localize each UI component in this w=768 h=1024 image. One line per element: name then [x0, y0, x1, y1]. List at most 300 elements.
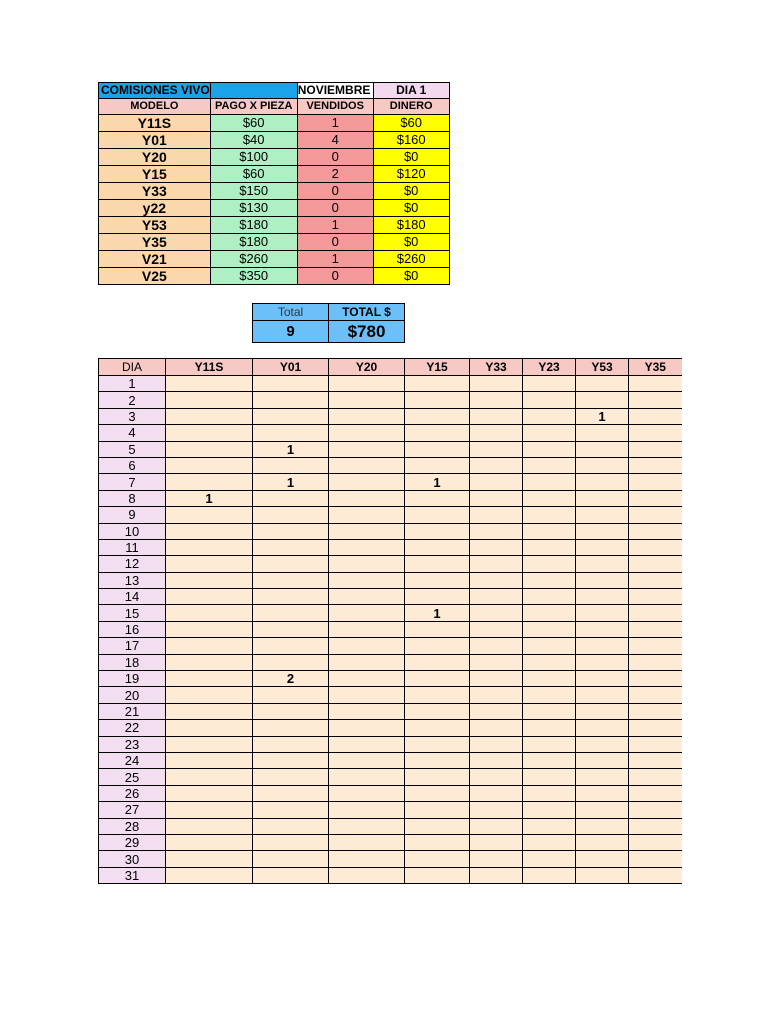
grid-cell[interactable] [523, 425, 576, 441]
grid-cell[interactable] [470, 507, 523, 523]
grid-cell[interactable] [470, 851, 523, 867]
grid-cell[interactable] [629, 392, 682, 408]
grid-cell[interactable] [329, 376, 405, 392]
money-cell[interactable]: $120 [373, 166, 449, 183]
grid-cell[interactable] [405, 703, 470, 719]
money-cell[interactable]: $0 [373, 200, 449, 217]
grid-cell[interactable] [253, 867, 329, 883]
day-cell[interactable]: 19 [99, 671, 166, 687]
grid-cell[interactable] [470, 392, 523, 408]
grid-cell[interactable] [405, 851, 470, 867]
sold-cell[interactable]: 1 [297, 115, 373, 132]
day-cell[interactable]: 11 [99, 539, 166, 555]
grid-cell[interactable] [253, 769, 329, 785]
grid-cell[interactable] [523, 490, 576, 506]
grid-cell[interactable] [329, 572, 405, 588]
grid-cell[interactable] [166, 671, 253, 687]
grid-cell[interactable] [166, 556, 253, 572]
grid-cell[interactable] [405, 867, 470, 883]
grid-cell[interactable] [470, 703, 523, 719]
grid-cell[interactable] [629, 785, 682, 801]
day-cell[interactable]: 8 [99, 490, 166, 506]
grid-cell[interactable] [576, 687, 629, 703]
grid-cell[interactable] [629, 654, 682, 670]
pay-cell[interactable]: $60 [210, 166, 297, 183]
pay-cell[interactable]: $260 [210, 251, 297, 268]
day-cell[interactable]: 29 [99, 834, 166, 850]
grid-cell[interactable] [166, 425, 253, 441]
grid-cell[interactable] [576, 851, 629, 867]
grid-cell[interactable] [405, 752, 470, 768]
grid-cell[interactable] [329, 867, 405, 883]
grid-cell[interactable] [166, 851, 253, 867]
day-cell[interactable]: 25 [99, 769, 166, 785]
grid-cell[interactable] [405, 507, 470, 523]
grid-cell[interactable] [629, 490, 682, 506]
grid-cell[interactable] [576, 736, 629, 752]
grid-cell[interactable] [523, 392, 576, 408]
pay-cell[interactable]: $100 [210, 149, 297, 166]
sold-cell[interactable]: 1 [297, 251, 373, 268]
grid-cell[interactable] [629, 572, 682, 588]
day-cell[interactable]: 26 [99, 785, 166, 801]
day-cell[interactable]: 27 [99, 802, 166, 818]
commission-title[interactable]: COMISIONES VIVO [99, 83, 211, 99]
grid-cell[interactable] [470, 572, 523, 588]
grid-cell[interactable] [166, 441, 253, 457]
grid-cell[interactable] [253, 572, 329, 588]
day-cell[interactable]: 1 [99, 376, 166, 392]
grid-cell[interactable] [253, 703, 329, 719]
grid-cell[interactable] [576, 572, 629, 588]
grid-cell[interactable] [329, 589, 405, 605]
grid-cell[interactable] [576, 589, 629, 605]
day-label-cell[interactable]: DIA 1 [373, 83, 449, 99]
model-cell[interactable]: Y01 [99, 132, 211, 149]
grid-cell[interactable] [470, 474, 523, 490]
grid-cell[interactable]: 1 [166, 490, 253, 506]
day-cell[interactable]: 7 [99, 474, 166, 490]
money-cell[interactable]: $0 [373, 268, 449, 285]
grid-header-cell[interactable]: Y15 [405, 359, 470, 376]
grid-cell[interactable] [329, 507, 405, 523]
grid-cell[interactable] [253, 490, 329, 506]
grid-cell[interactable] [576, 802, 629, 818]
money-cell[interactable]: $160 [373, 132, 449, 149]
grid-cell[interactable] [523, 687, 576, 703]
grid-cell[interactable] [470, 589, 523, 605]
grid-cell[interactable] [629, 736, 682, 752]
model-cell[interactable]: y22 [99, 200, 211, 217]
grid-cell[interactable] [253, 802, 329, 818]
day-cell[interactable]: 28 [99, 818, 166, 834]
money-cell[interactable]: $60 [373, 115, 449, 132]
grid-cell[interactable] [166, 572, 253, 588]
grid-cell[interactable]: 1 [405, 474, 470, 490]
grid-cell[interactable] [523, 769, 576, 785]
day-cell[interactable]: 4 [99, 425, 166, 441]
grid-cell[interactable] [329, 474, 405, 490]
grid-cell[interactable] [576, 425, 629, 441]
grid-cell[interactable] [629, 703, 682, 719]
day-cell[interactable]: 15 [99, 605, 166, 621]
grid-cell[interactable] [629, 802, 682, 818]
grid-cell[interactable] [470, 720, 523, 736]
grid-cell[interactable] [329, 752, 405, 768]
grid-cell[interactable] [629, 687, 682, 703]
grid-cell[interactable] [470, 523, 523, 539]
money-cell[interactable]: $0 [373, 149, 449, 166]
grid-cell[interactable] [166, 539, 253, 555]
grid-cell[interactable] [629, 556, 682, 572]
day-cell[interactable]: 14 [99, 589, 166, 605]
grid-cell[interactable] [253, 818, 329, 834]
grid-cell[interactable] [329, 687, 405, 703]
grid-cell[interactable] [405, 687, 470, 703]
grid-cell[interactable] [253, 736, 329, 752]
grid-cell[interactable] [166, 703, 253, 719]
grid-cell[interactable] [253, 654, 329, 670]
grid-cell[interactable] [629, 523, 682, 539]
grid-cell[interactable] [470, 441, 523, 457]
grid-cell[interactable] [253, 834, 329, 850]
sold-cell[interactable]: 1 [297, 217, 373, 234]
grid-cell[interactable] [329, 539, 405, 555]
sold-cell[interactable]: 0 [297, 200, 373, 217]
grid-cell[interactable] [329, 490, 405, 506]
grid-cell[interactable] [329, 441, 405, 457]
grid-cell[interactable] [329, 671, 405, 687]
model-cell[interactable]: V21 [99, 251, 211, 268]
model-cell[interactable]: Y35 [99, 234, 211, 251]
grid-cell[interactable] [523, 556, 576, 572]
grid-cell[interactable] [405, 376, 470, 392]
day-cell[interactable]: 30 [99, 851, 166, 867]
grid-cell[interactable] [166, 687, 253, 703]
grid-cell[interactable] [523, 539, 576, 555]
grid-cell[interactable] [629, 834, 682, 850]
grid-cell[interactable] [523, 867, 576, 883]
sold-cell[interactable]: 0 [297, 149, 373, 166]
grid-cell[interactable] [329, 785, 405, 801]
grid-cell[interactable] [470, 785, 523, 801]
pay-cell[interactable]: $150 [210, 183, 297, 200]
grid-cell[interactable] [329, 425, 405, 441]
grid-cell[interactable] [576, 376, 629, 392]
grid-cell[interactable] [629, 720, 682, 736]
grid-cell[interactable] [329, 818, 405, 834]
grid-cell[interactable] [523, 802, 576, 818]
grid-cell[interactable] [329, 851, 405, 867]
grid-cell[interactable] [470, 490, 523, 506]
header-dinero[interactable]: DINERO [373, 99, 449, 115]
grid-cell[interactable] [253, 851, 329, 867]
grid-cell[interactable] [253, 687, 329, 703]
grid-cell[interactable] [253, 621, 329, 637]
grid-cell[interactable] [329, 523, 405, 539]
grid-cell[interactable] [576, 539, 629, 555]
grid-cell[interactable] [166, 769, 253, 785]
grid-cell[interactable] [523, 605, 576, 621]
grid-cell[interactable] [523, 752, 576, 768]
grid-cell[interactable] [166, 589, 253, 605]
grid-cell[interactable] [253, 605, 329, 621]
grid-cell[interactable] [166, 621, 253, 637]
grid-cell[interactable] [629, 605, 682, 621]
grid-cell[interactable] [253, 752, 329, 768]
grid-cell[interactable] [166, 818, 253, 834]
grid-cell[interactable] [523, 474, 576, 490]
grid-cell[interactable] [253, 720, 329, 736]
money-cell[interactable]: $0 [373, 234, 449, 251]
grid-cell[interactable] [166, 654, 253, 670]
day-cell[interactable]: 17 [99, 638, 166, 654]
grid-cell[interactable] [576, 654, 629, 670]
grid-cell[interactable] [470, 408, 523, 424]
grid-cell[interactable] [629, 867, 682, 883]
grid-cell[interactable] [405, 785, 470, 801]
grid-cell[interactable] [629, 457, 682, 473]
grid-cell[interactable] [166, 605, 253, 621]
grid-cell[interactable] [405, 589, 470, 605]
grid-header-cell[interactable]: Y11S [166, 359, 253, 376]
grid-cell[interactable] [576, 441, 629, 457]
grid-cell[interactable] [329, 457, 405, 473]
model-cell[interactable]: Y20 [99, 149, 211, 166]
pay-cell[interactable]: $130 [210, 200, 297, 217]
grid-cell[interactable] [470, 687, 523, 703]
pay-cell[interactable]: $180 [210, 234, 297, 251]
grid-cell[interactable] [470, 769, 523, 785]
grid-cell[interactable] [470, 605, 523, 621]
grid-cell[interactable] [470, 736, 523, 752]
day-cell[interactable]: 21 [99, 703, 166, 719]
day-cell[interactable]: 10 [99, 523, 166, 539]
grid-cell[interactable] [329, 769, 405, 785]
grid-cell[interactable] [253, 425, 329, 441]
grid-cell[interactable] [470, 539, 523, 555]
grid-cell[interactable] [329, 802, 405, 818]
header-pago-x-pieza[interactable]: PAGO X PIEZA [210, 99, 297, 115]
grid-cell[interactable] [405, 621, 470, 637]
grid-cell[interactable] [329, 834, 405, 850]
grid-cell[interactable] [405, 818, 470, 834]
grid-cell[interactable] [405, 802, 470, 818]
grid-cell[interactable] [166, 752, 253, 768]
model-cell[interactable]: V25 [99, 268, 211, 285]
grid-cell[interactable] [253, 589, 329, 605]
grid-cell[interactable] [166, 720, 253, 736]
grid-cell[interactable] [576, 457, 629, 473]
grid-header-cell[interactable]: DIA [99, 359, 166, 376]
pay-cell[interactable]: $40 [210, 132, 297, 149]
grid-cell[interactable] [329, 392, 405, 408]
grid-cell[interactable]: 1 [253, 441, 329, 457]
grid-cell[interactable] [470, 376, 523, 392]
grid-cell[interactable] [576, 392, 629, 408]
grid-cell[interactable] [166, 638, 253, 654]
grid-header-cell[interactable]: Y53 [576, 359, 629, 376]
pay-cell[interactable]: $180 [210, 217, 297, 234]
grid-header-cell[interactable]: Y33 [470, 359, 523, 376]
grid-cell[interactable] [329, 556, 405, 572]
grid-cell[interactable] [166, 523, 253, 539]
grid-cell[interactable]: 1 [576, 408, 629, 424]
sold-cell[interactable]: 4 [297, 132, 373, 149]
grid-cell[interactable] [470, 867, 523, 883]
grid-cell[interactable] [166, 507, 253, 523]
grid-cell[interactable] [523, 621, 576, 637]
grid-cell[interactable] [405, 441, 470, 457]
grid-cell[interactable] [329, 408, 405, 424]
grid-cell[interactable] [405, 539, 470, 555]
total-money-label[interactable]: TOTAL $ [329, 304, 405, 321]
grid-cell[interactable] [470, 818, 523, 834]
grid-cell[interactable] [329, 703, 405, 719]
grid-header-cell[interactable]: Y20 [329, 359, 405, 376]
day-cell[interactable]: 9 [99, 507, 166, 523]
grid-cell[interactable] [166, 408, 253, 424]
grid-cell[interactable] [629, 507, 682, 523]
grid-cell[interactable] [576, 621, 629, 637]
grid-cell[interactable] [405, 654, 470, 670]
pay-cell[interactable]: $350 [210, 268, 297, 285]
grid-cell[interactable] [523, 818, 576, 834]
day-cell[interactable]: 23 [99, 736, 166, 752]
grid-cell[interactable] [166, 834, 253, 850]
money-cell[interactable]: $180 [373, 217, 449, 234]
sold-cell[interactable]: 0 [297, 268, 373, 285]
grid-cell[interactable] [576, 605, 629, 621]
grid-cell[interactable] [576, 490, 629, 506]
grid-cell[interactable] [405, 490, 470, 506]
grid-cell[interactable] [329, 638, 405, 654]
grid-cell[interactable] [523, 834, 576, 850]
grid-cell[interactable] [629, 539, 682, 555]
grid-cell[interactable] [629, 474, 682, 490]
grid-cell[interactable] [253, 408, 329, 424]
grid-cell[interactable] [253, 638, 329, 654]
grid-cell[interactable] [576, 752, 629, 768]
day-cell[interactable]: 5 [99, 441, 166, 457]
day-cell[interactable]: 31 [99, 867, 166, 883]
grid-cell[interactable] [576, 474, 629, 490]
grid-cell[interactable] [405, 392, 470, 408]
grid-cell[interactable] [329, 605, 405, 621]
model-cell[interactable]: Y15 [99, 166, 211, 183]
grid-cell[interactable] [329, 654, 405, 670]
grid-cell[interactable] [470, 802, 523, 818]
grid-cell[interactable]: 1 [253, 474, 329, 490]
grid-cell[interactable] [576, 523, 629, 539]
grid-cell[interactable] [629, 441, 682, 457]
grid-cell[interactable] [405, 556, 470, 572]
day-cell[interactable]: 16 [99, 621, 166, 637]
month-cell[interactable]: NOVIEMBRE [297, 83, 373, 99]
grid-cell[interactable] [253, 376, 329, 392]
grid-cell[interactable] [523, 638, 576, 654]
grid-cell[interactable] [329, 621, 405, 637]
grid-cell[interactable] [253, 785, 329, 801]
grid-cell[interactable] [576, 818, 629, 834]
grid-cell[interactable] [470, 834, 523, 850]
grid-cell[interactable] [523, 572, 576, 588]
grid-cell[interactable] [166, 785, 253, 801]
grid-cell[interactable] [166, 867, 253, 883]
grid-cell[interactable] [629, 769, 682, 785]
grid-cell[interactable] [253, 523, 329, 539]
pay-cell[interactable]: $60 [210, 115, 297, 132]
grid-cell[interactable] [470, 425, 523, 441]
grid-cell[interactable]: 1 [405, 605, 470, 621]
grid-cell[interactable] [253, 457, 329, 473]
grid-cell[interactable] [405, 457, 470, 473]
grid-cell[interactable]: 2 [253, 671, 329, 687]
grid-cell[interactable] [329, 736, 405, 752]
grid-cell[interactable] [166, 736, 253, 752]
grid-cell[interactable] [629, 638, 682, 654]
sold-cell[interactable]: 0 [297, 183, 373, 200]
grid-cell[interactable] [576, 507, 629, 523]
grid-cell[interactable] [405, 671, 470, 687]
grid-cell[interactable] [405, 736, 470, 752]
grid-cell[interactable] [166, 392, 253, 408]
grid-cell[interactable] [576, 720, 629, 736]
grid-cell[interactable] [629, 589, 682, 605]
grid-cell[interactable] [629, 621, 682, 637]
grid-cell[interactable] [523, 671, 576, 687]
grid-cell[interactable] [576, 703, 629, 719]
grid-cell[interactable] [470, 556, 523, 572]
grid-cell[interactable] [523, 720, 576, 736]
day-cell[interactable]: 18 [99, 654, 166, 670]
grid-cell[interactable] [166, 474, 253, 490]
grid-cell[interactable] [523, 654, 576, 670]
grid-cell[interactable] [523, 785, 576, 801]
grid-cell[interactable] [470, 752, 523, 768]
grid-cell[interactable] [470, 671, 523, 687]
model-cell[interactable]: Y11S [99, 115, 211, 132]
grid-cell[interactable] [629, 851, 682, 867]
grid-cell[interactable] [576, 638, 629, 654]
grid-cell[interactable] [470, 457, 523, 473]
grid-cell[interactable] [253, 392, 329, 408]
grid-cell[interactable] [576, 834, 629, 850]
day-cell[interactable]: 6 [99, 457, 166, 473]
day-cell[interactable]: 3 [99, 408, 166, 424]
grid-cell[interactable] [470, 654, 523, 670]
day-cell[interactable]: 24 [99, 752, 166, 768]
grid-cell[interactable] [576, 867, 629, 883]
total-label[interactable]: Total [253, 304, 329, 321]
grid-cell[interactable] [576, 785, 629, 801]
grid-header-cell[interactable]: Y35 [629, 359, 682, 376]
model-cell[interactable]: Y53 [99, 217, 211, 234]
grid-cell[interactable] [253, 507, 329, 523]
day-cell[interactable]: 12 [99, 556, 166, 572]
grid-cell[interactable] [523, 408, 576, 424]
grid-cell[interactable] [470, 638, 523, 654]
grid-cell[interactable] [523, 703, 576, 719]
grid-cell[interactable] [576, 556, 629, 572]
grid-cell[interactable] [329, 720, 405, 736]
grid-cell[interactable] [523, 589, 576, 605]
grid-cell[interactable] [405, 572, 470, 588]
grid-cell[interactable] [253, 556, 329, 572]
total-money[interactable]: $780 [329, 321, 405, 343]
grid-cell[interactable] [629, 408, 682, 424]
grid-cell[interactable] [629, 671, 682, 687]
